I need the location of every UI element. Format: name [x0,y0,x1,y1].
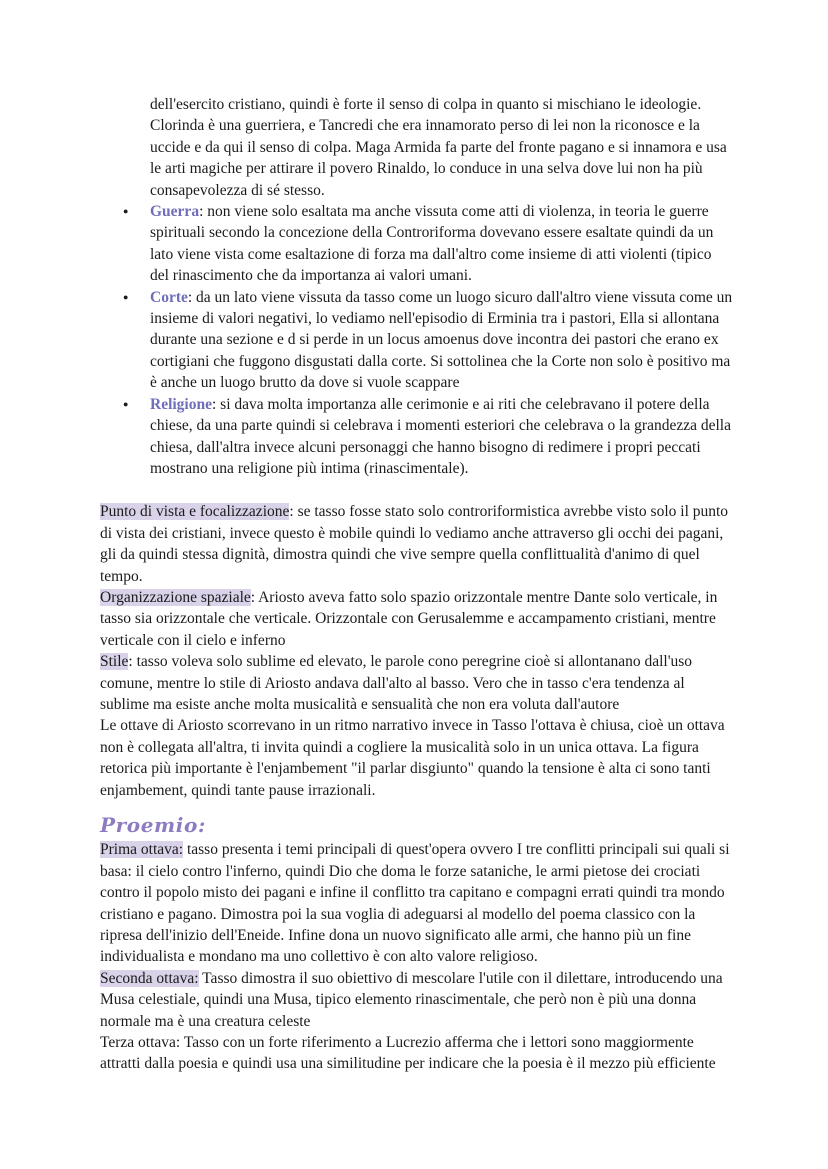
document-page [100,94,734,1075]
theme-label: Corte [150,288,188,306]
bullet-icon: ● [123,206,129,217]
ottava-label: Terza ottava: [100,1034,181,1052]
section-text: : tasso voleva solo sublime ed elevato, le parole cono peregrine cioè si allontanano dall'uso comune, mentre lo stile di Ariosto andava dall'alto al basso. Vero che in tasso c'era tendenza al sublime ma esiste anche molta musicalità e sensualità che non era voluta dall'autore [100,653,693,713]
proemio-prima-ottava [100,839,734,967]
theme-text: : da un lato viene vissuta da tasso come un luogo sicuro dall'altro viene vissuta come un insieme di valori negativi, lo vediamo nell'episodio di Erminia tra i pastori, Ella si allontana durante una sezione e d si perde in un locus amoenus dove incontra dei pastori che erano ex cortigiani che fuggono disgustati dalla corte. Si sottolinea che la Corte non solo è positivo ma è anche un luogo brutto da dove si vuole scappare [150,288,733,392]
section-label: Punto di vista e focalizzazione [100,503,290,521]
ottava-label: Prima ottava: [100,841,184,859]
theme-text: : non viene solo esaltata ma anche vissuta come atti di violenza, in teoria le guerre spirituali secondo la concezione della Controriforma dovevano essere esaltate quindi da un lato viene vista come esaltazione di forza ma dall'altro come insieme di atti violenti (tipico del rinascimento che da importanza ai valori umani. [150,203,714,285]
intro-paragraph: dell'esercito cristiano, quindi è forte il senso di colpa in quanto si mischiano le ideologie. Clorinda è una guerriera, e Tancredi che era innamorato perso di lei non la riconosce e la uccide e da qui il senso di colpa. Maga Armida fa parte del fronte pagano e si innamora e usa le arti magiche per attirare il povero Rinaldo, lo conduce in una selva dove lui non ha più consapevolezza di sé stesso. [150,96,727,199]
section-text: : Ariosto aveva fatto solo spazio orizzontale mentre Dante solo verticale, in tasso sia orizzontale che verticale. Orizzontale con Gerusalemme e accampamento cristiani, mentre verticale con il cielo e inferno [100,588,718,649]
bullet-icon: ● [123,291,129,302]
section-stile [100,651,734,715]
proemio-seconda-ottava [100,968,734,1032]
section-label: Stile [100,653,129,671]
section-punto-di-vista [100,501,734,587]
proemio-terza-ottava [100,1032,734,1075]
ottava-text: Tasso dimostra il suo obiettivo di mescolare l'utile con il dilettare, introducendo una Musa celestiale, quindi una Musa, tipico elemento rinascimentale, che però non è più una donna normale ma è una creatura celeste [100,969,723,1030]
theme-religione [150,394,734,480]
theme-guerra [150,201,734,287]
list-item [100,201,734,287]
list-item [100,394,734,480]
analysis-sections [100,501,734,801]
ottava-label: Seconda ottava: [100,969,199,987]
theme-label: Religione [150,395,212,413]
themes-list [100,201,734,479]
theme-text: : si dava molta importanza alle cerimonie e ai riti che celebravano il potere della chiese, da una parte quindi si celebrava i momenti esteriori che celebrava o la grandezza della chiesa, dall'altra invece alcuni personaggi che hanno bisogno di redimere i propri peccati mostrano una religione più intima (rinascimentale). [150,395,731,477]
theme-corte [150,287,734,394]
theme-label: Guerra [150,203,200,221]
bullet-icon: ● [123,398,129,409]
ottava-text: Tasso con un forte riferimento a Lucrezio afferma che i lettori sono maggiormente attratti dalla poesia e quindi usa una similitudine per indicare che la poesia è il mezzo più efficiente [100,1034,716,1073]
list-item [100,287,734,394]
section-label: Organizzazione spaziale [100,588,251,606]
proemio-heading: Proemio: [100,813,206,837]
proemio-body [100,839,734,1074]
ottava-text: tasso presenta i temi principali di quest'opera ovvero I tre conflitti principali sui quali si basa: il cielo contro l'inferno, quindi Dio che doma le forze sataniche, le armi pietose dei crociati contro il popolo misto dei pagani e infine il conflitto tra capitano e compagni errati quindi tra mondo cristiano e pagano. Dimostra poi la sua voglia di adeguarsi al modello del poema classico con la ripresa dell'inizio dell'Eneide. Infine dona un nuovo significato alle armi, che hanno più un fine individualista e mondano ma uno collettivo è con alto valore religioso. [100,841,730,966]
ottave-paragraph: Le ottave di Ariosto scorrevano in un ritmo narrativo invece in Tasso l'ottava è chiusa, cioè un ottava non è collegata all'altra, ti invita quindi a cogliere la musicalità solo in un unica ottava. La figura retorica più importante è l'enjambement "il parlar disgiunto" quando la tensione è alta ci sono tanti enjambement, quindi tante pause irrazionali. [100,717,725,799]
section-organizzazione-spaziale [100,587,734,651]
section-text: : se tasso fosse stato solo controriformistica avrebbe visto solo il punto di vista dei cristiani, invece questo è mobile quindi lo vediamo anche attraverso gli occhi dei pagani, gli da quindi stessa dignità, dimostra quindi che vive sempre quella conflittualità d'animo di quel tempo. [100,503,729,585]
